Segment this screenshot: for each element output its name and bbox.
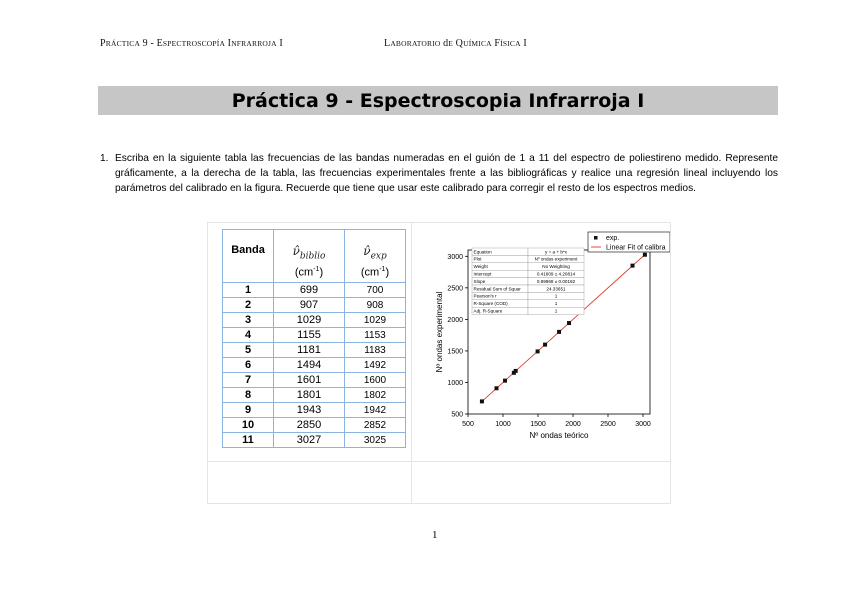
data-point xyxy=(514,369,518,373)
table-row xyxy=(223,343,406,358)
x-tick-label: 2000 xyxy=(565,421,581,428)
cell-banda: 8 xyxy=(223,388,274,403)
cell-exp: 1802 xyxy=(345,388,406,403)
x-tick-label: 2500 xyxy=(600,421,616,428)
data-point xyxy=(567,321,571,325)
y-tick-label: 1500 xyxy=(447,348,463,356)
cell-biblio: 2850 xyxy=(274,418,345,433)
cell-biblio: 907 xyxy=(274,298,345,313)
stats-label: Slope xyxy=(473,278,486,284)
cell-exp: 1153 xyxy=(345,328,406,343)
table-row xyxy=(223,418,406,433)
stats-value: 1 xyxy=(554,308,558,314)
page-number: 1 xyxy=(432,529,438,541)
stats-label: Equation xyxy=(473,249,492,255)
y-tick-label: 500 xyxy=(451,411,463,419)
cell-biblio: 1601 xyxy=(274,373,345,388)
page-title: Práctica 9 - Espectroscopia Infrarroja I xyxy=(231,89,645,112)
y-axis-label: Nº ondas experimental xyxy=(435,291,444,373)
question-1 xyxy=(100,151,778,197)
header-banda xyxy=(223,230,274,283)
table-header-row xyxy=(223,230,406,283)
cell-exp: 1942 xyxy=(345,403,406,418)
cell-biblio: 1943 xyxy=(274,403,345,418)
calibration-chart xyxy=(420,230,670,450)
cell-exp: 1492 xyxy=(345,358,406,373)
y-tick-label: 2000 xyxy=(447,316,463,324)
header-biblio xyxy=(274,230,345,283)
cell-banda: 6 xyxy=(223,358,274,373)
header-exp-unit: $(cm^{-1})$ xyxy=(360,266,390,279)
cell-exp: 3025 xyxy=(345,433,406,448)
stats-label: Pearson's r xyxy=(473,293,497,299)
x-tick-label: 1000 xyxy=(495,421,511,428)
y-tick-label: 2500 xyxy=(447,285,463,293)
cell-banda: 4 xyxy=(223,328,274,343)
cell-biblio: 1494 xyxy=(274,358,345,373)
cell-banda: 2 xyxy=(223,298,274,313)
cell-exp: 700 xyxy=(345,283,406,298)
data-point xyxy=(543,343,547,347)
cell-banda: 3 xyxy=(223,313,274,328)
cell-biblio: 699 xyxy=(274,283,345,298)
data-point xyxy=(643,253,647,257)
stats-value: 0.99968 ± 0.00192 xyxy=(536,278,576,284)
question-text: Escriba en la siguiente tabla las frecuencias de las bandas numeradas en el guión de 1 a 11 del espectro de poliestireno medido. Represente gráficamente, a la derecha de la tabla, las frecuencias experimentales frente a las bibliográficas y realice una regresión lineal incluyendo los parámetros del calibrado en la figura. Recuerde que tiene que usar este calibrado para corregir el resto de los espectros medios. xyxy=(115,153,778,195)
cell-biblio: 1181 xyxy=(274,343,345,358)
data-point xyxy=(494,386,498,390)
table-row xyxy=(223,298,406,313)
header-biblio-symbol: $\nû_{biblio}$ xyxy=(292,244,326,262)
cell-exp: 1029 xyxy=(345,313,406,328)
header-exp-symbol: $\nû_{exp}$ xyxy=(363,244,387,262)
data-point xyxy=(557,330,561,334)
cell-banda: 10 xyxy=(223,418,274,433)
running-header-left: PRÁCTICA 9 - ESPECTROSCOPÍA INFRARROJA I xyxy=(100,38,283,49)
table-row xyxy=(223,373,406,388)
cell-banda: 9 xyxy=(223,403,274,418)
y-tick-label: 1000 xyxy=(447,379,463,387)
stats-value: 1 xyxy=(554,301,558,307)
table-row xyxy=(223,433,406,448)
cell-banda: 7 xyxy=(223,373,274,388)
cell-banda: 1 xyxy=(223,283,274,298)
header-exp xyxy=(345,230,406,283)
stats-value: 0.41609 ± 4.20814 xyxy=(536,271,576,277)
data-point xyxy=(631,264,635,268)
x-axis-label: Nº ondas teórico xyxy=(529,431,589,440)
stats-label: R-Square (COD) xyxy=(473,301,508,307)
cell-biblio: 1029 xyxy=(274,313,345,328)
x-tick-label: 3000 xyxy=(635,421,651,428)
stats-label: Residual Sum of Squar xyxy=(473,286,521,292)
table-row xyxy=(223,388,406,403)
stats-label: Plot xyxy=(473,256,482,262)
cell-exp: 908 xyxy=(345,298,406,313)
question-number: 1. xyxy=(100,153,109,164)
title-banner xyxy=(98,86,778,115)
data-point xyxy=(503,379,507,383)
data-point xyxy=(480,399,484,403)
legend-fit-label: Linear Fit of calibra xyxy=(606,244,666,252)
cell-exp: 1600 xyxy=(345,373,406,388)
table-row xyxy=(223,328,406,343)
table-row xyxy=(223,313,406,328)
cell-banda: 5 xyxy=(223,343,274,358)
bands-table xyxy=(222,229,406,448)
header-biblio-unit: $(cm^{-1})$ xyxy=(294,266,324,279)
legend-marker xyxy=(594,236,598,240)
cell-biblio: 3027 xyxy=(274,433,345,448)
table-row xyxy=(223,283,406,298)
y-tick-label: 3000 xyxy=(447,253,463,261)
legend-series-label: exp. xyxy=(606,235,620,242)
header-banda-label: Banda xyxy=(231,244,265,256)
stats-label: Intercept xyxy=(473,271,492,277)
stats-value: 1 xyxy=(554,293,558,299)
frame-divider-horizontal xyxy=(208,461,670,462)
table-row xyxy=(223,358,406,373)
running-header-right: LABORATORIO dE QUÍMICA FÍSICA I xyxy=(384,38,527,49)
x-tick-label: 500 xyxy=(462,421,474,428)
x-tick-label: 1500 xyxy=(530,421,546,428)
stats-value: 24.33651 xyxy=(546,286,566,292)
data-point xyxy=(536,349,540,353)
cell-biblio: 1155 xyxy=(274,328,345,343)
stats-label: Weight xyxy=(473,264,488,270)
stats-value: y = a + b*x xyxy=(545,249,567,255)
table-row xyxy=(223,403,406,418)
stats-value: Nº ondas experiment xyxy=(534,256,578,262)
stats-label: Adj. R-Square xyxy=(473,308,503,314)
stats-value: No Weighting xyxy=(542,264,570,270)
cell-exp: 1183 xyxy=(345,343,406,358)
cell-exp: 2852 xyxy=(345,418,406,433)
cell-banda: 11 xyxy=(223,433,274,448)
cell-biblio: 1801 xyxy=(274,388,345,403)
